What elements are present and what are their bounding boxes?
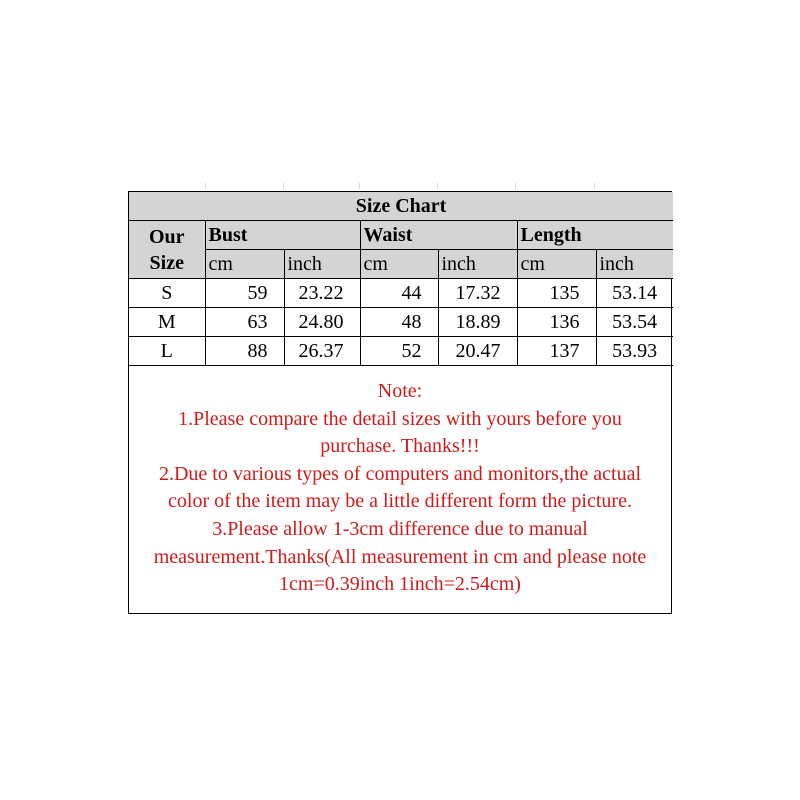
unit-cell: cm <box>360 250 438 279</box>
bust-cm: 88 <box>205 337 284 366</box>
length-cm: 137 <box>517 337 596 366</box>
length-header: Length <box>517 221 673 250</box>
bust-inch: 23.22 <box>284 279 360 308</box>
group-header-row <box>129 221 673 250</box>
title-row <box>129 192 673 221</box>
unit-cell: inch <box>596 250 673 279</box>
bust-header: Bust <box>205 221 360 250</box>
size-label: S <box>129 279 205 308</box>
length-inch: 53.14 <box>596 279 673 308</box>
length-cm: 135 <box>517 279 596 308</box>
waist-cm: 44 <box>360 279 438 308</box>
size-column-header <box>129 221 205 279</box>
note-line: 1cm=0.39inch 1inch=2.54cm) <box>279 573 521 596</box>
grid-tick <box>283 183 284 189</box>
grid-tick <box>515 183 516 189</box>
size-chart <box>128 191 672 614</box>
note-line: measurement.Thanks(All measurement in cm and please note <box>153 545 647 568</box>
note-heading: Note: <box>377 380 423 402</box>
grid-tick <box>594 183 595 189</box>
unit-header-row <box>129 250 673 279</box>
note-line: purchase. Thanks!!! <box>320 435 480 458</box>
size-table <box>129 192 673 366</box>
unit-cell: cm <box>205 250 284 279</box>
waist-inch: 20.47 <box>438 337 517 366</box>
waist-cm: 48 <box>360 308 438 337</box>
bust-cm: 63 <box>205 308 284 337</box>
bust-inch: 26.37 <box>284 337 360 366</box>
grid-tick <box>437 183 438 189</box>
size-label: M <box>129 308 205 337</box>
grid-tick <box>205 183 206 189</box>
bust-inch: 24.80 <box>284 308 360 337</box>
unit-cell: inch <box>284 250 360 279</box>
length-inch: 53.54 <box>596 308 673 337</box>
size-label: L <box>129 337 205 366</box>
notes-block <box>129 366 671 613</box>
table-row <box>129 279 673 308</box>
note-line: 3.Please allow 1-3cm difference due to manual <box>212 517 588 540</box>
note-line: 2.Due to various types of computers and monitors,the actual <box>158 462 642 485</box>
bust-cm: 59 <box>205 279 284 308</box>
note-line: color of the item may be a little different form the picture. <box>168 490 632 513</box>
waist-inch: 18.89 <box>438 308 517 337</box>
waist-header: Waist <box>360 221 517 250</box>
chart-title: Size Chart <box>129 192 673 221</box>
unit-cell: cm <box>517 250 596 279</box>
length-cm: 136 <box>517 308 596 337</box>
unit-cell: inch <box>438 250 517 279</box>
table-row <box>129 337 673 366</box>
length-inch: 53.93 <box>596 337 673 366</box>
grid-tick <box>359 183 360 189</box>
waist-inch: 17.32 <box>438 279 517 308</box>
size-header-line: Our <box>148 225 185 248</box>
size-header-line: Size <box>149 251 184 274</box>
note-line: 1.Please compare the detail sizes with yours before you <box>178 407 622 430</box>
table-row <box>129 308 673 337</box>
waist-cm: 52 <box>360 337 438 366</box>
